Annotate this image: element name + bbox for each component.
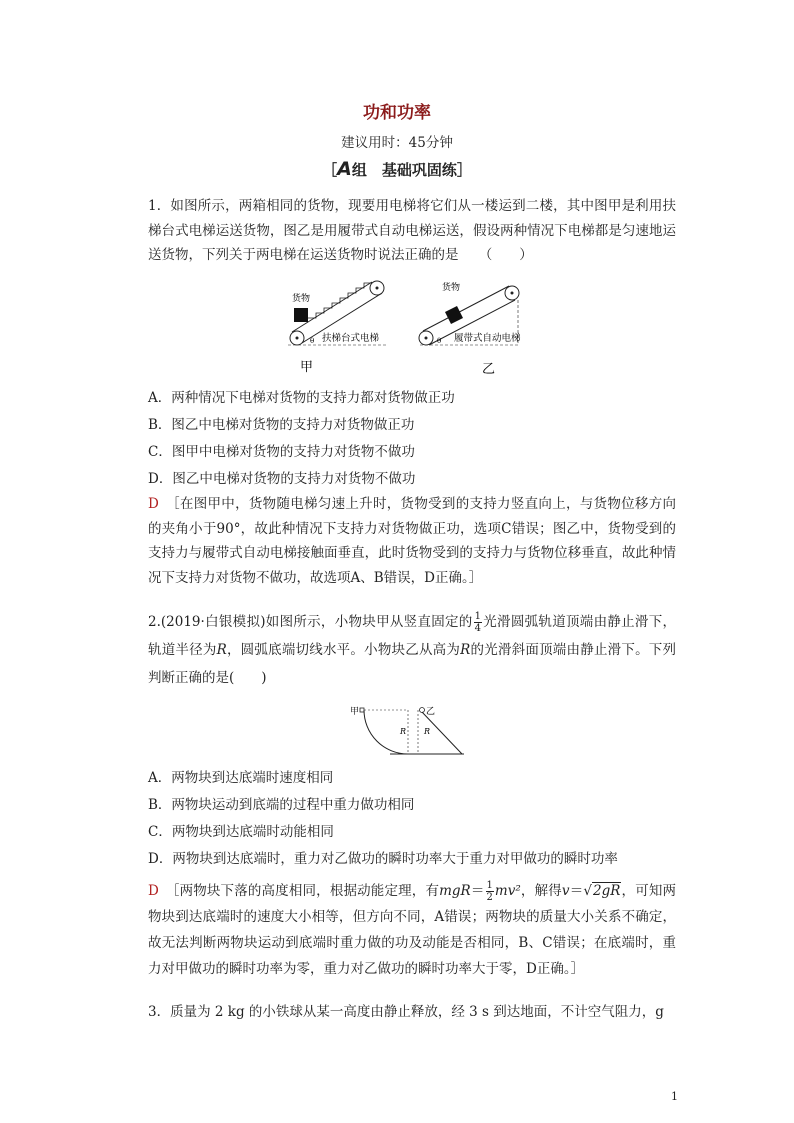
group-label: 组 基础巩固练 xyxy=(351,161,457,179)
caption-jia: 甲 xyxy=(300,360,314,375)
cargo-label-left: 货物 xyxy=(292,294,311,304)
q2-r-left: R xyxy=(400,727,407,736)
group-heading xyxy=(0,158,794,180)
angle-left: θ xyxy=(310,337,315,345)
q2-answer-letter: D xyxy=(148,883,159,899)
suggested-time: 建议用时：45分钟 xyxy=(341,135,453,151)
q2-label-jia: 甲 xyxy=(350,707,360,717)
q2-stem-a: 2.(2019·白银模拟)如图所示，小物块甲从竖直固定的 xyxy=(148,614,473,630)
escalator-label: 扶梯台式电梯 xyxy=(322,333,380,344)
q1-answer-letter: D xyxy=(148,496,159,512)
q2-fraction: $\frac{1}{4}$ xyxy=(474,611,481,634)
q2-answer-fraction: $\frac{1}{2}$ xyxy=(486,880,493,903)
cargo-box-left xyxy=(294,308,308,322)
q2-option-a: A．两物块到达底端时速度相同 xyxy=(148,770,334,786)
q1-figure xyxy=(280,276,530,376)
q1-answer xyxy=(148,492,676,590)
bracket-close: ］ xyxy=(456,161,472,179)
q2-option-d: D．两物块到达底端时，重力对乙做功的瞬时功率大于重力对甲做功的瞬时功率 xyxy=(148,851,618,867)
q2-stem-b: 光滑圆弧轨道顶端由静止滑下，轨道半径为 xyxy=(148,614,677,658)
conveyor-label: 履带式自动电梯 xyxy=(454,333,521,344)
q1-option-c: C．图甲中电梯对货物的支持力对货物不做功 xyxy=(148,444,415,460)
group-letter: A xyxy=(337,158,352,180)
q2-figure xyxy=(350,704,470,756)
q2-label-yi: 乙 xyxy=(426,707,436,717)
q1-stem-text: 1．如图所示，两箱相同的货物，现要用电梯将它们从一楼运到二楼，其中图甲是利用扶梯台式电梯运送货物，图乙是用履带式自动电梯运送，假设两种情况下电梯都是匀速地运送货物，下列关于两电梯在运送货物时说法正确的是 （ ） xyxy=(148,198,676,263)
q2-answer: D ［两物块下落的高度相同，根据动能定理，有mgR＝ $\frac{1}{2}$ mv²，解得v＝√2gR，可知两物块到达底端时的速度大小相等，但方向不同，A错误；两物块的质量大小关系不确定，故无法判断两物块运动到底端时重力做的功及动能是否相同，B、C错误；在底端时，重力对甲做功的瞬时功率为零，重力对乙做功的瞬时功率大于零，D正确。］ xyxy=(148,880,677,977)
escalator-diagram xyxy=(288,281,388,345)
cargo-box-right xyxy=(445,306,463,324)
q2-stem xyxy=(148,608,676,692)
q1-option-d: D．图乙中电梯对货物的支持力对货物不做功 xyxy=(148,471,416,487)
q1-option-a: A．两种情况下电梯对货物的支持力都对货物做正功 xyxy=(148,390,455,406)
q2-option-b: B．两物块运动到底端的过程中重力做功相同 xyxy=(148,797,415,813)
page-title: 功和功率 xyxy=(363,103,431,123)
q2-stem-d: 的光滑斜面顶端由静止滑下。下列判断正确的是( ) xyxy=(148,642,677,686)
q1-stem xyxy=(148,194,676,268)
q2-stem-c: ，圆弧底端切线水平。小物块乙从高为 xyxy=(226,642,461,658)
q2-option-c: C．两物块到达底端时动能相同 xyxy=(148,824,334,840)
caption-yi: 乙 xyxy=(482,362,496,376)
sqrt-expr: 2gR xyxy=(592,883,621,899)
q2-r1: R xyxy=(216,642,227,658)
q1-answer-text: ［在图甲中，货物随电梯匀速上升时，货物受到的支持力竖直向上，与货物位移方向的夹角小于90°，故此种情况下支持力对货物做正功，选项C错误；图乙中，货物受到的支持力与履带式自动电梯接触面垂直，此时货物受到的支持力与货物位移垂直，故此种情况下支持力对货物不做功，故选项A、B错误，D正确。］ xyxy=(148,496,677,586)
q1-option-b: B．图乙中电梯对货物的支持力对货物做正功 xyxy=(148,417,415,433)
angle-right: θ xyxy=(437,337,442,345)
cargo-label-right: 货物 xyxy=(442,283,461,293)
page-number: 1 xyxy=(671,1090,678,1103)
conveyor-diagram xyxy=(419,281,521,345)
q2-r2: R xyxy=(460,642,471,658)
q3-stem: 3．质量为 2 kg 的小铁球从某一高度由静止释放，经 3 s 到达地面，不计空气阻力，g xyxy=(148,1004,664,1020)
bracket-open: ［ xyxy=(322,161,338,179)
q2-r-right: R xyxy=(424,727,431,736)
